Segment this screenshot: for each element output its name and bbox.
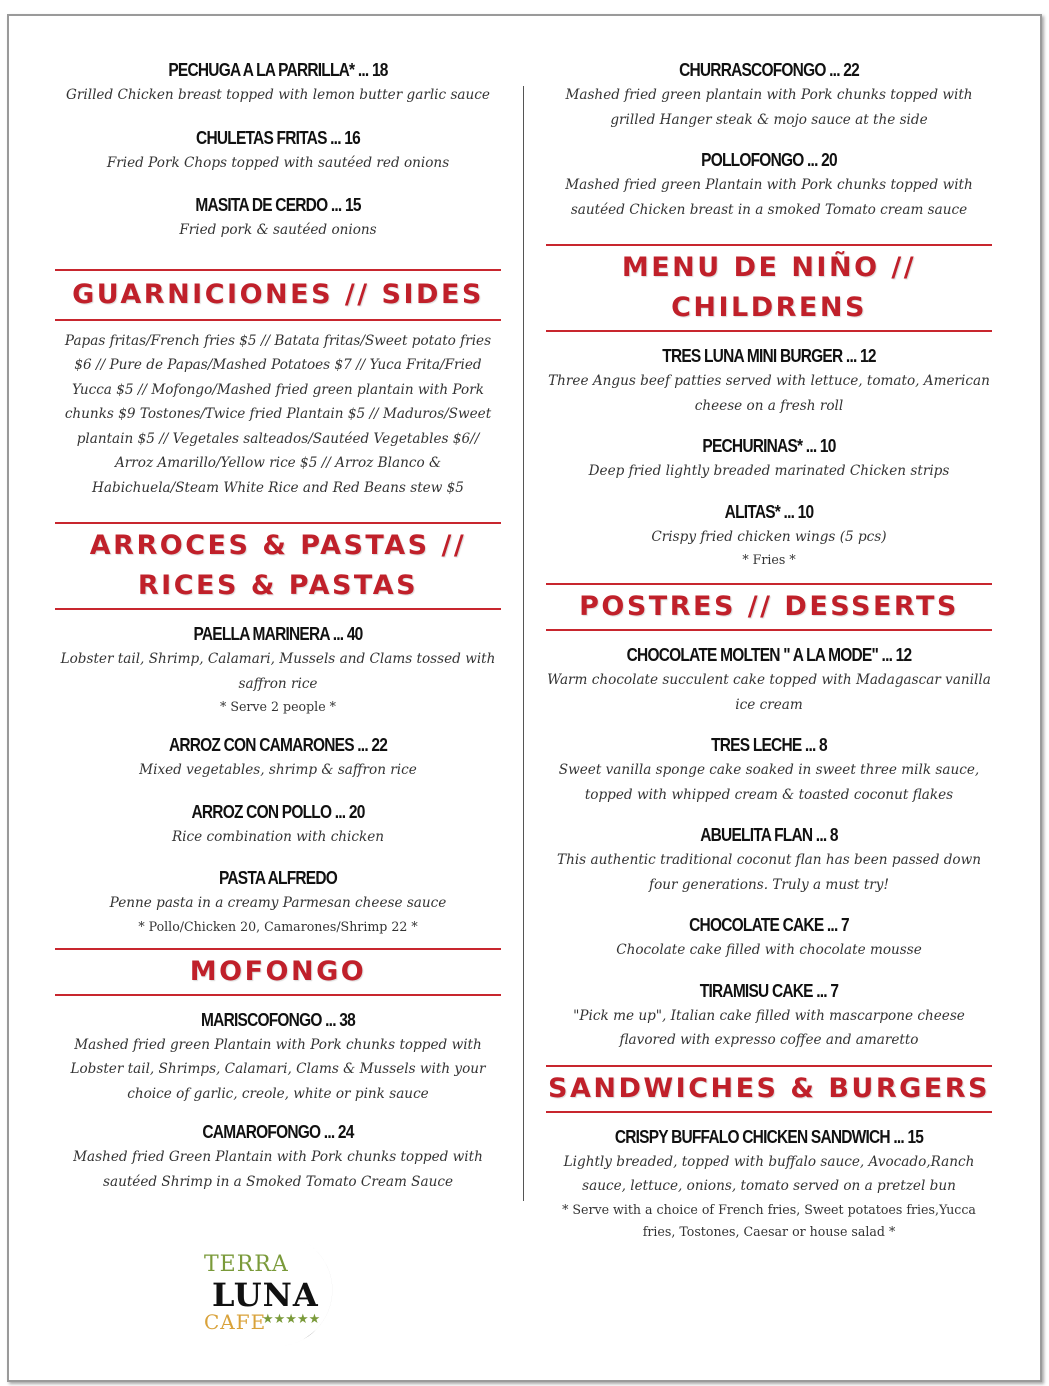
item-description: Lobster tail, Shrimp, Calamari, Mussels and Clams tossed with saffron rice bbox=[60, 651, 496, 692]
item-description: Rice combination with chicken bbox=[171, 828, 385, 845]
item-title: PECHUGA A LA PARRILLA* ... 18 bbox=[168, 60, 388, 80]
logo-terra: TERRA bbox=[204, 1252, 289, 1277]
item-note: * Serve 2 people * bbox=[220, 699, 336, 714]
item-description: This authentic traditional coconut flan has been passed down four generations. Truly a must try! bbox=[557, 852, 981, 893]
item-description: Lightly breaded, topped with buffalo sauce, Avocado,Ranch sauce, lettuce, onions, tomato served on a pretzel bun bbox=[563, 1153, 975, 1194]
section-title: POSTRES // DESSERTS bbox=[579, 591, 959, 622]
menu-item bbox=[546, 500, 992, 572]
section-title: GUARNICIONES // SIDES bbox=[72, 278, 484, 310]
menu-item bbox=[55, 800, 501, 850]
menu-item bbox=[55, 622, 501, 718]
item-title: CHURRASCOFONGO ... 22 bbox=[679, 60, 859, 80]
section-title: SANDWICHES & BURGERS bbox=[548, 1072, 990, 1104]
item-description: "Pick me up", Italian cake filled with mascarpone cheese flavored with expresso coffee and amaretto bbox=[573, 1007, 965, 1048]
sides-list: Papas fritas/French fries $5 // Batata fritas/Sweet potato fries $6 // Pure de Papas/Mashed Potatoes $7 // Yuca Frita/Fried Yucca $5 // Mofongo/Mashed fried green plantain with Pork chunks $9 Tostones/Twice fried Plantain $5 // Maduros/Sweet plantain $5 // Vegetales salteados/Sautéed Vegetables $6// Arroz Amarillo/Yellow rice $5 // Arroz Blanco & Habichuela/Steam White Rice and Red Beans stew $5 bbox=[64, 332, 492, 496]
menu-item bbox=[55, 1120, 501, 1194]
item-description: Sweet vanilla sponge cake soaked in sweet three milk sauce, topped with whipped cream & toasted coconut flakes bbox=[558, 762, 980, 803]
left-column bbox=[55, 58, 501, 1194]
item-description: Mashed fried green Plantain with Pork chunks topped with Lobster tail, Shrimps, Calamari, Clams & Mussels with your choice of garlic, creole, white or pink sauce bbox=[70, 1036, 486, 1102]
item-title: ALITAS* ... 10 bbox=[724, 501, 814, 522]
menu-item bbox=[546, 913, 992, 963]
item-title: TRES LUNA MINI BURGER ... 12 bbox=[662, 346, 876, 366]
menu-item bbox=[546, 434, 992, 484]
menu-item bbox=[546, 148, 992, 222]
item-title: CHOCOLATE MOLTEN " A LA MODE" ... 12 bbox=[626, 645, 912, 665]
item-title: PAELLA MARINERA ... 40 bbox=[193, 624, 363, 644]
item-description: Grilled Chicken breast topped with lemon butter garlic sauce bbox=[66, 87, 490, 103]
menu-item bbox=[546, 823, 992, 897]
item-description: Three Angus beef patties served with lettuce, tomato, American cheese on a fresh roll bbox=[548, 373, 990, 414]
menu-item bbox=[55, 193, 501, 243]
item-description: Deep fried lightly breaded marinated Chicken strips bbox=[588, 463, 950, 479]
item-title: ARROZ CON POLLO ... 20 bbox=[191, 801, 365, 822]
menu-item bbox=[55, 58, 501, 108]
section-header-kids bbox=[546, 244, 992, 332]
logo-stars: ★★★★★ bbox=[262, 1312, 321, 1327]
item-description: Chocolate cake filled with chocolate mousse bbox=[616, 942, 922, 958]
item-title: CHOCOLATE CAKE ... 7 bbox=[689, 915, 849, 935]
terra-luna-cafe-logo bbox=[200, 1232, 360, 1350]
item-description: Mixed vegetables, shrimp & saffron rice bbox=[139, 762, 417, 778]
menu-item bbox=[55, 1008, 501, 1107]
item-description: Mashed fried green plantain with Pork chunks topped with grilled Hanger steak & mojo sauce at the side bbox=[565, 87, 973, 128]
section-title: ARROCES & PASTAS // RICES & PASTAS bbox=[89, 530, 467, 601]
section-header-sides bbox=[55, 269, 501, 321]
item-title: POLLOFONGO ... 20 bbox=[701, 150, 837, 170]
item-title: ARROZ CON CAMARONES ... 22 bbox=[168, 735, 388, 755]
section-header-rices bbox=[55, 522, 501, 610]
item-title: CAMAROFONGO ... 24 bbox=[202, 1122, 354, 1142]
item-title: PASTA ALFREDO bbox=[218, 868, 338, 888]
menu-item bbox=[546, 344, 992, 418]
item-title: MASITA DE CERDO ... 15 bbox=[195, 195, 361, 215]
menu-item bbox=[55, 866, 501, 938]
item-title: TIRAMISU CAKE ... 7 bbox=[699, 980, 839, 1001]
item-title: CHULETAS FRITAS ... 16 bbox=[196, 127, 360, 148]
item-description: Mashed fried green Plantain with Pork chunks topped with sautéed Chicken breast in a smoked Tomato cream sauce bbox=[565, 177, 973, 218]
menu-item bbox=[546, 733, 992, 807]
menu-item bbox=[55, 126, 501, 176]
item-note: * Serve with a choice of French fries, Sweet potatoes fries,Yucca fries, Tostones, Caesar or house salad * bbox=[562, 1201, 976, 1239]
item-title: TRES LECHE ... 8 bbox=[711, 735, 827, 755]
menu-item bbox=[546, 979, 992, 1053]
menu-item bbox=[55, 733, 501, 783]
item-description: Warm chocolate succulent cake topped with Madagascar vanilla ice cream bbox=[547, 672, 991, 713]
item-description: Penne pasta in a creamy Parmesan cheese sauce bbox=[109, 895, 447, 911]
item-note: * Pollo/Chicken 20, Camarones/Shrimp 22 * bbox=[138, 918, 418, 934]
section-header-mofongo bbox=[55, 948, 501, 996]
menu-item bbox=[546, 58, 992, 132]
section-title: MOFONGO bbox=[189, 955, 367, 987]
menu-item bbox=[546, 1125, 992, 1243]
section-header-sandwiches bbox=[546, 1065, 992, 1113]
item-title: ABUELITA FLAN ... 8 bbox=[700, 825, 838, 845]
column-divider bbox=[523, 86, 524, 1201]
item-description: Crispy fried chicken wings (5 pcs) bbox=[651, 528, 887, 545]
item-title: MARISCOFONGO ... 38 bbox=[201, 1009, 355, 1030]
item-title: PECHURINAS* ... 10 bbox=[702, 436, 836, 456]
item-description: Mashed fried Green Plantain with Pork chunks topped with sautéed Shrimp in a Smoked Tomato Cream Sauce bbox=[73, 1149, 483, 1190]
menu-item bbox=[546, 643, 992, 717]
item-description: Fried pork & sautéed onions bbox=[179, 222, 377, 238]
item-description: Fried Pork Chops topped with sautéed red onions bbox=[106, 154, 450, 171]
right-column bbox=[546, 58, 992, 1243]
section-title: MENU DE NIÑO // CHILDRENS bbox=[621, 252, 917, 323]
logo-luna: LUNA bbox=[212, 1276, 319, 1314]
item-note: * Fries * bbox=[742, 552, 796, 567]
logo-cafe: CAFE bbox=[204, 1310, 267, 1334]
section-header-desserts bbox=[546, 583, 992, 631]
item-title: CRISPY BUFFALO CHICKEN SANDWICH ... 15 bbox=[614, 1126, 924, 1147]
